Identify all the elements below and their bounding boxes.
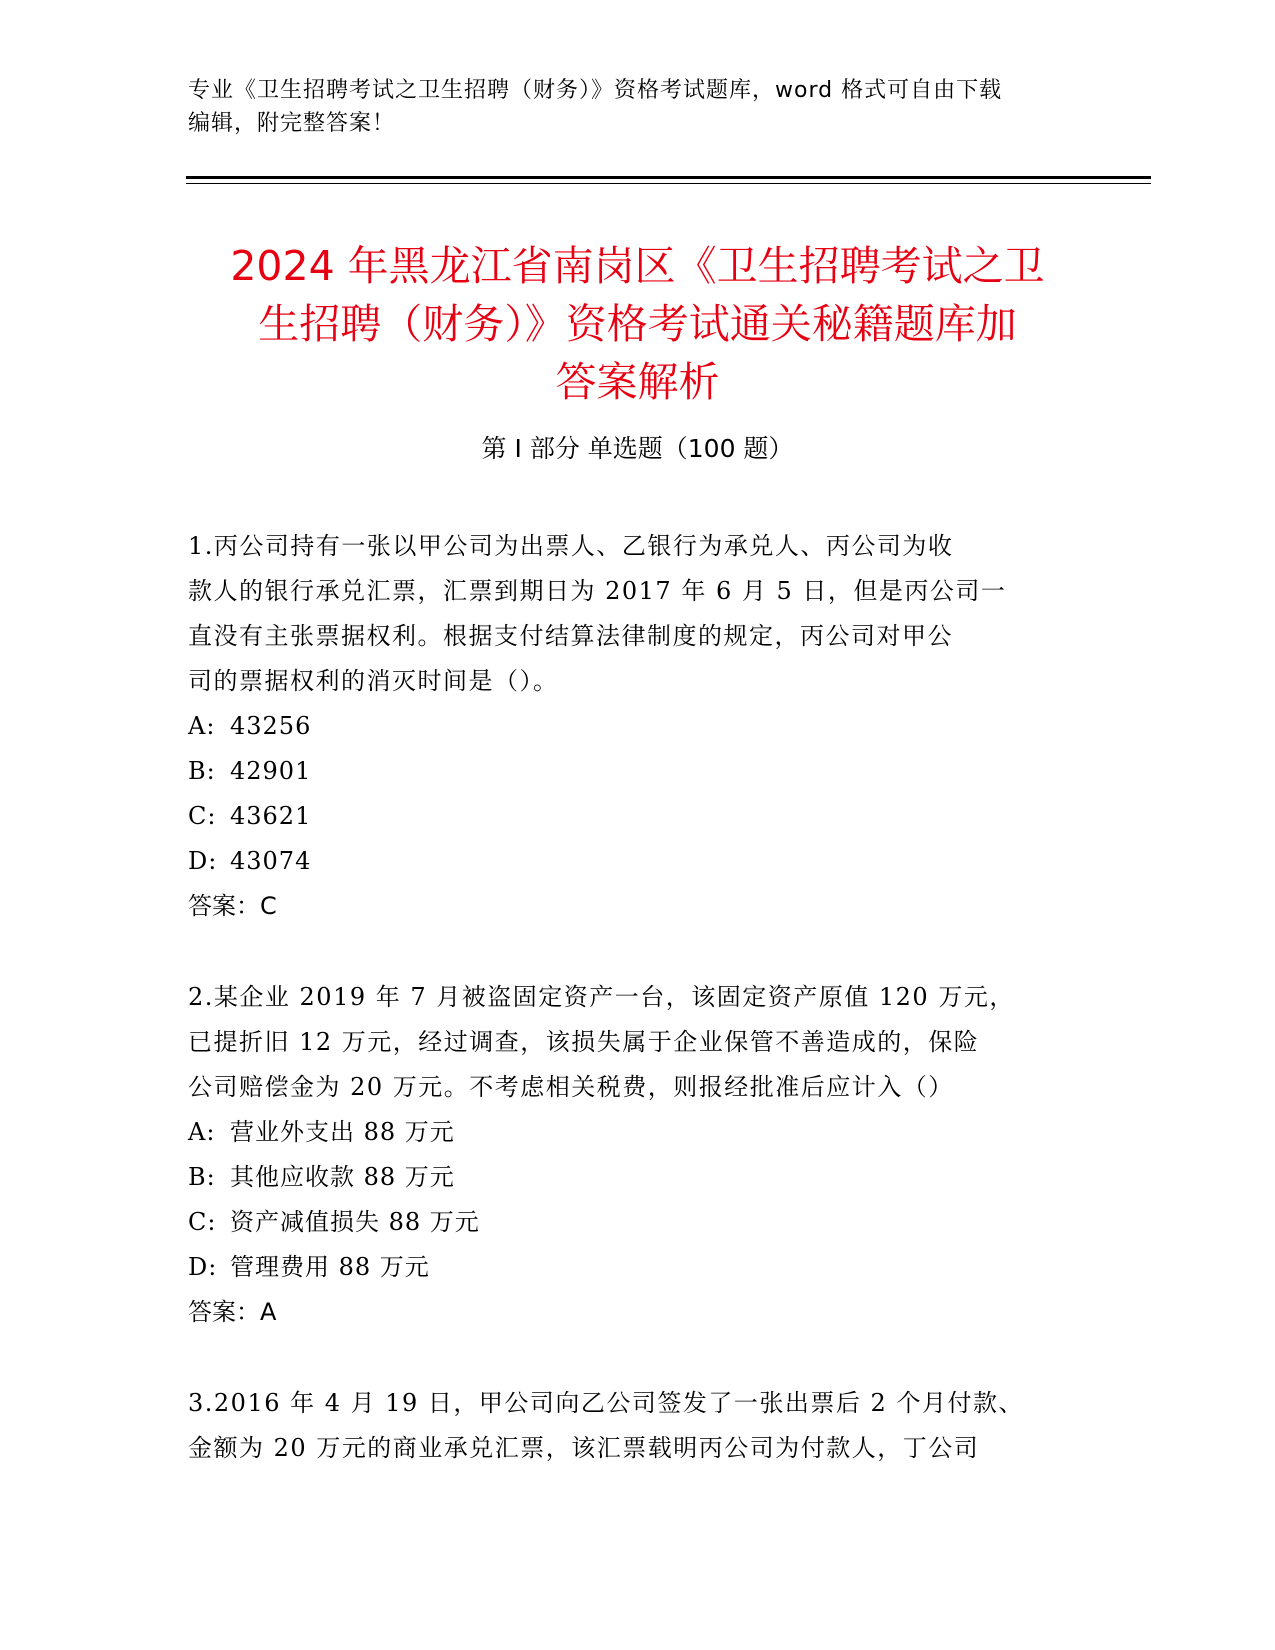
question-text-line: 3.2016 年 4 月 19 日，甲公司向乙公司签发了一张出票后 2 个月付款、 [188, 1389, 1024, 1417]
question-3 [188, 1381, 1068, 1471]
option-label: A: [188, 1118, 216, 1146]
section-heading: 第 I 部分 单选题（100 题） [481, 434, 794, 463]
option-label: B: [188, 757, 216, 785]
option-label: C: [188, 1208, 217, 1236]
option-b [188, 749, 1068, 794]
header-divider-thin [186, 183, 1151, 184]
page-title [150, 237, 1125, 411]
question-text [188, 524, 1068, 704]
option-text: 43621 [230, 802, 312, 830]
header-divider-thick [186, 176, 1151, 179]
option-text: 42901 [230, 757, 312, 785]
title-line: 生招聘（财务）》资格考试通关秘籍题库加 [258, 300, 1017, 349]
question-gap [188, 1335, 1068, 1381]
option-text: 管理费用 88 万元 [230, 1253, 430, 1281]
question-list [188, 524, 1068, 1471]
question-text [188, 1381, 1068, 1471]
option-label: D: [188, 1253, 218, 1281]
question-text-line: 款人的银行承兑汇票，汇票到期日为 2017 年 6 月 5 日，但是丙公司一 [188, 577, 1007, 605]
header-note [188, 74, 1078, 140]
option-d [188, 1245, 1068, 1290]
option-a [188, 704, 1068, 749]
option-label: C: [188, 802, 217, 830]
option-c [188, 1200, 1068, 1245]
header-note-line: 编辑，附完整答案！ [188, 111, 396, 136]
option-label: D: [188, 847, 218, 875]
question-2 [188, 975, 1068, 1335]
title-line: 答案解析 [555, 358, 720, 407]
question-text-line: 公司赔偿金为 20 万元。不考虑相关税费，则报经批准后应计入（） [188, 1073, 954, 1101]
question-1 [188, 524, 1068, 929]
question-text-line: 金额为 20 万元的商业承兑汇票，该汇票载明丙公司为付款人，丁公司 [188, 1434, 980, 1462]
title-line: 2024 年黑龙江省南岗区《卫生招聘考试之卫 [230, 242, 1045, 291]
question-text-line: 已提折旧 12 万元，经过调查，该损失属于企业保管不善造成的，保险 [188, 1028, 980, 1056]
option-text: 其他应收款 88 万元 [230, 1163, 455, 1191]
option-text: 营业外支出 88 万元 [230, 1118, 455, 1146]
option-c [188, 794, 1068, 839]
question-text-line: 1.丙公司持有一张以甲公司为出票人、乙银行为承兑人、丙公司为收 [188, 532, 954, 560]
option-label: A: [188, 712, 216, 740]
question-text-line: 直没有主张票据权利。根据支付结算法律制度的规定，丙公司对甲公 [188, 622, 953, 650]
option-text: 资产减值损失 88 万元 [230, 1208, 480, 1236]
header-note-line: 专业《卫生招聘考试之卫生招聘（财务）》资格考试题库，word 格式可自由下载 [188, 78, 1003, 103]
option-d [188, 839, 1068, 884]
option-text: 43074 [230, 847, 312, 875]
question-text [188, 975, 1068, 1110]
option-b [188, 1155, 1068, 1200]
question-text-line: 2.某企业 2019 年 7 月被盗固定资产一台，该固定资产原值 120 万元， [188, 983, 1015, 1011]
option-text: 43256 [230, 712, 312, 740]
question-text-line: 司的票据权利的消灭时间是（）。 [188, 667, 559, 695]
answer: 答案：C [188, 892, 277, 920]
answer: 答案：A [188, 1298, 277, 1326]
question-gap [188, 929, 1068, 975]
option-a [188, 1110, 1068, 1155]
option-label: B: [188, 1163, 216, 1191]
